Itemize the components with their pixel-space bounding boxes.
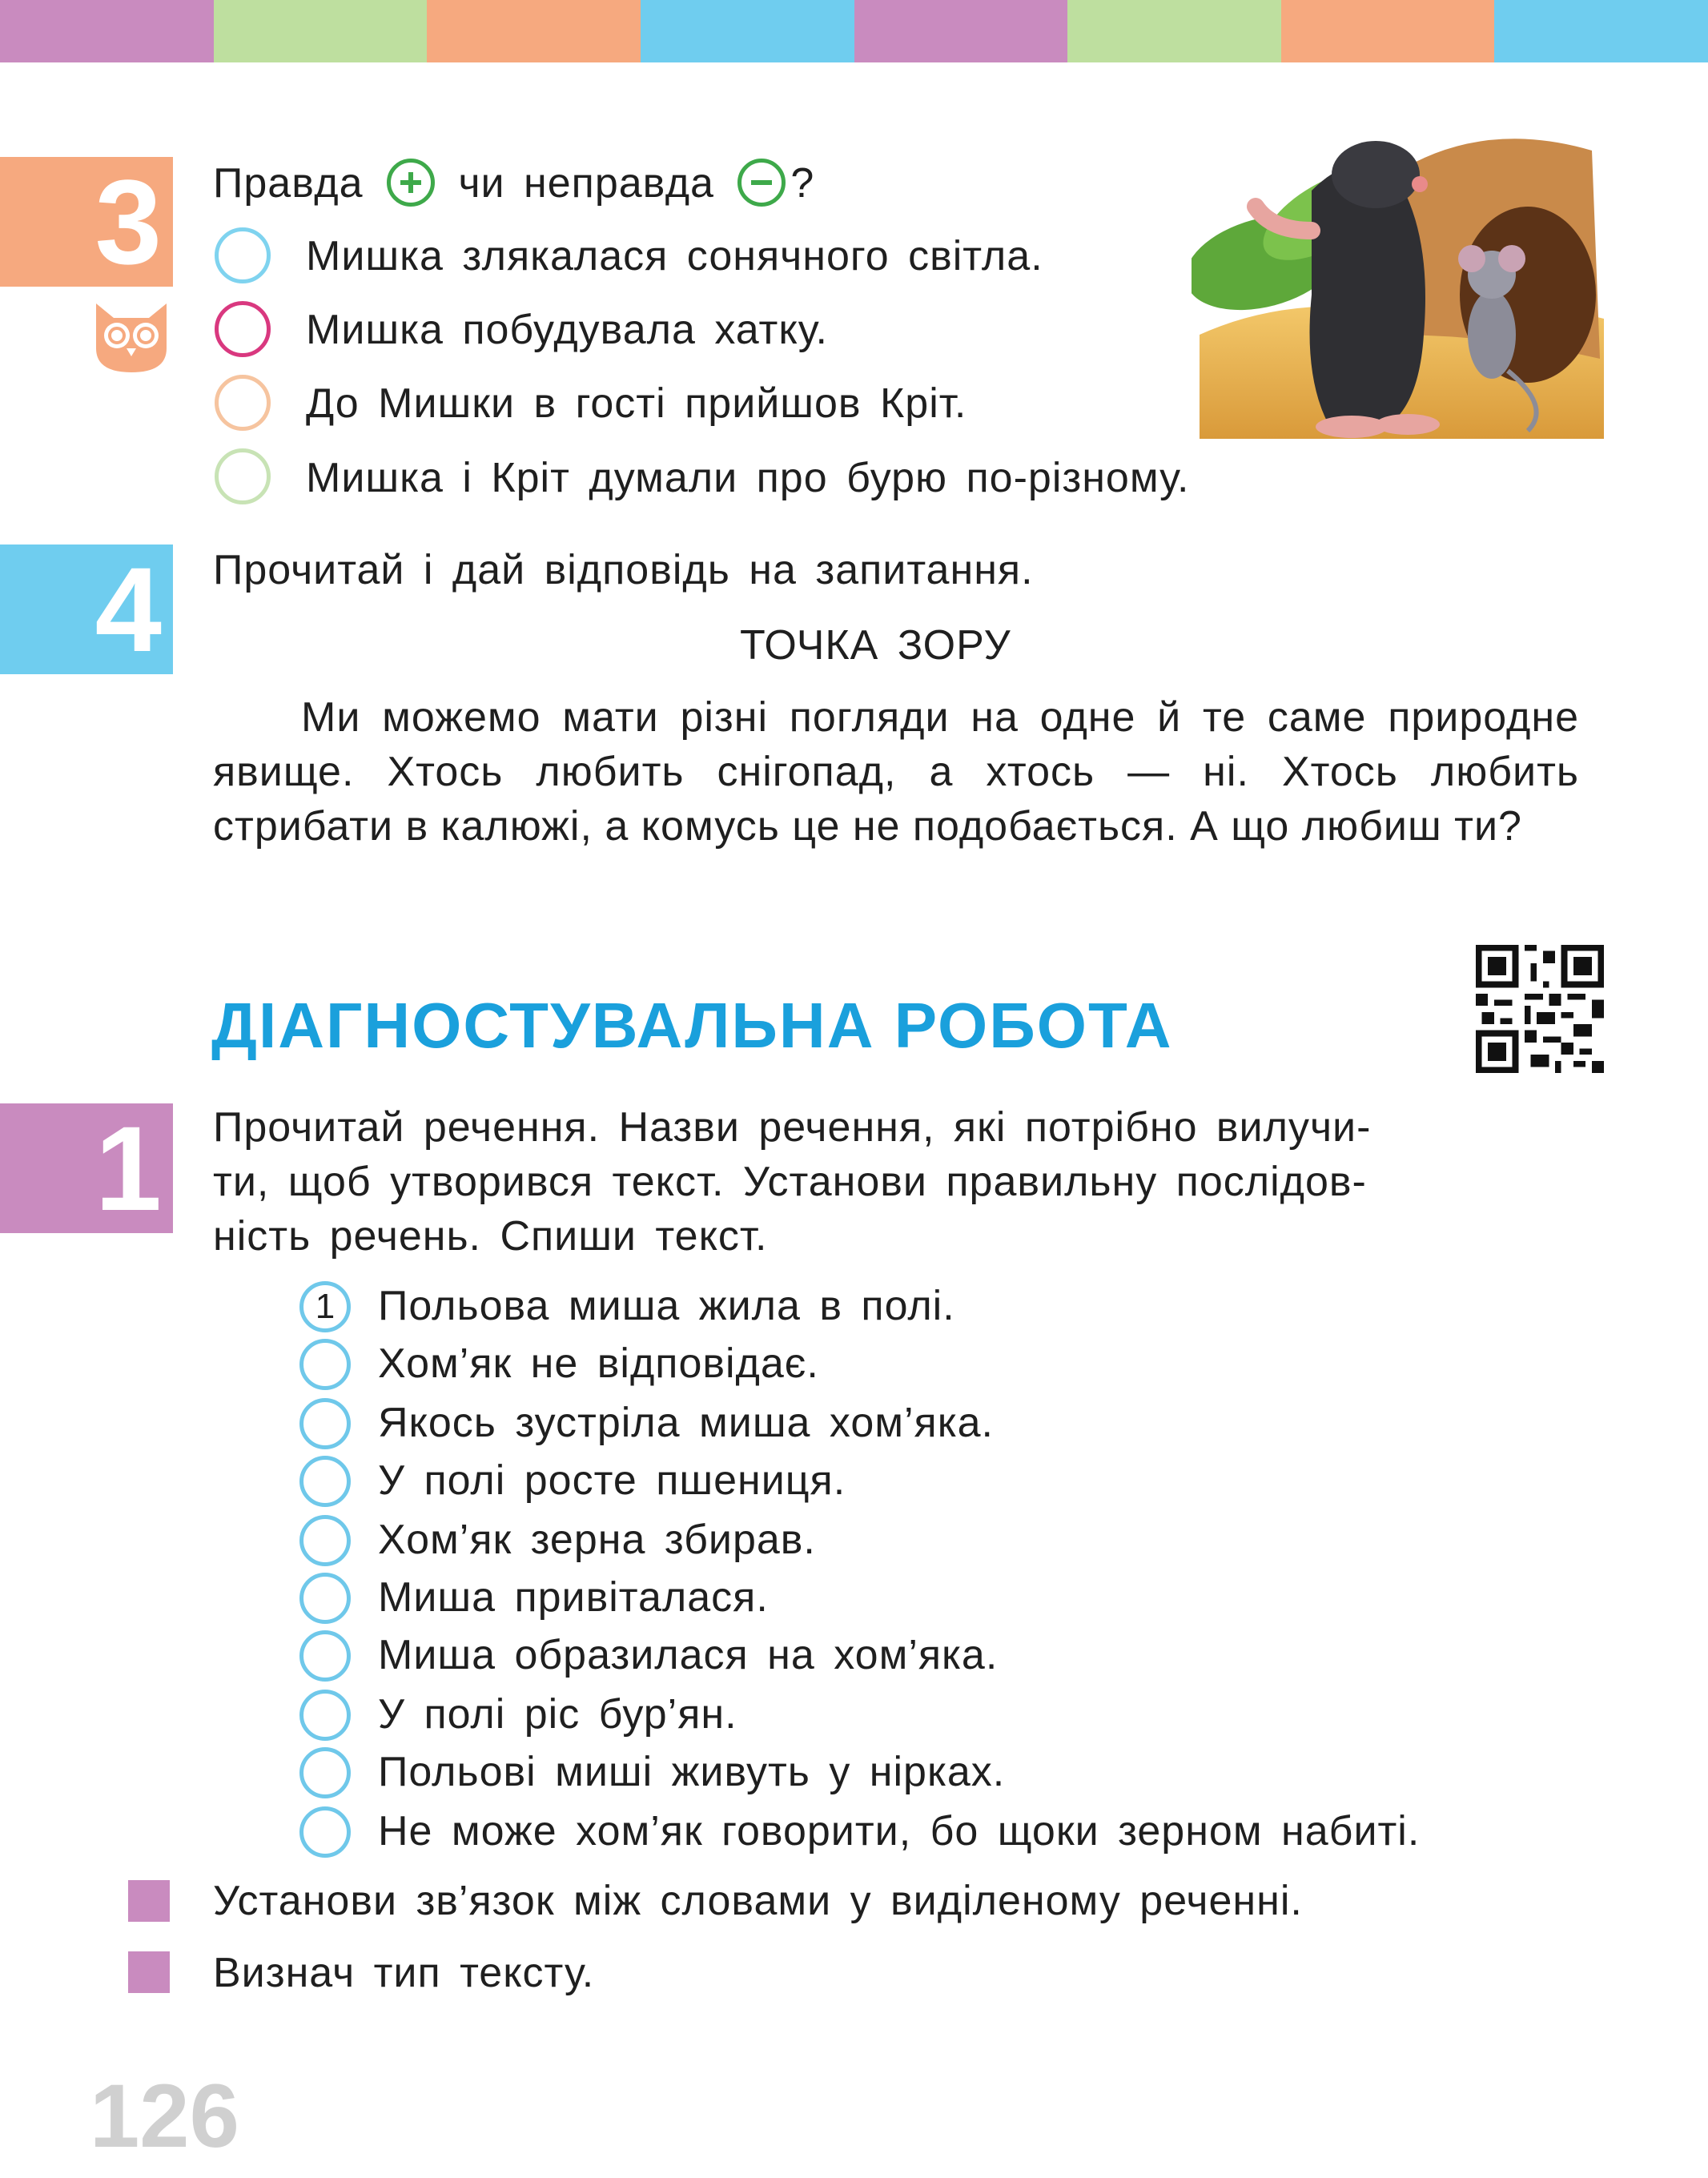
plus-circle-icon xyxy=(387,159,435,207)
task-4-instruction: Прочитай і дай відповідь на запитання. xyxy=(213,547,1034,593)
task-1-badge xyxy=(0,1101,173,1236)
question-mark: ? xyxy=(790,160,815,207)
task-3-number: 3 xyxy=(94,155,162,289)
color-stripe xyxy=(427,0,641,62)
sentence: У полі росте пшениця. xyxy=(378,1457,846,1504)
order-circle[interactable] xyxy=(299,1339,351,1390)
task-1-instruction-line: Прочитай речення. Назви речення, які потрібно вилучи- xyxy=(213,1104,1372,1151)
story-text-block xyxy=(213,690,1579,854)
sentence: У полі ріс бур’ян. xyxy=(378,1691,737,1738)
order-circle[interactable] xyxy=(299,1515,351,1566)
color-stripe xyxy=(641,0,854,62)
task-3-question xyxy=(213,156,814,211)
task-4-number: 4 xyxy=(94,542,162,677)
color-stripe xyxy=(1494,0,1708,62)
sentence: Польові миші живуть у нірках. xyxy=(378,1749,1006,1795)
color-stripe xyxy=(1067,0,1281,62)
owl-icon xyxy=(90,300,173,374)
answer-circle[interactable] xyxy=(215,227,271,283)
sentence: Польова миша жила в полі. xyxy=(378,1283,955,1329)
task-1-instruction-line: ність речень. Спиши текст. xyxy=(213,1213,768,1260)
statement-1: Мишка злякалася сонячного світла. xyxy=(306,233,1043,279)
statement-3: До Мишки в гості прийшов Кріт. xyxy=(306,380,967,427)
qr-code[interactable] xyxy=(1475,945,1605,1073)
question-true-label: Правда xyxy=(213,160,364,207)
page-number: 126 xyxy=(90,2066,239,2166)
order-circle[interactable] xyxy=(299,1690,351,1741)
mole-and-mouse-illustration xyxy=(1192,94,1608,447)
section-heading: ДІАГНОСТУВАЛЬНА РОБОТА xyxy=(211,990,1173,1061)
task-3-badge xyxy=(0,157,173,287)
minus-circle-icon xyxy=(737,159,786,207)
story-title: ТОЧКА ЗОРУ xyxy=(740,622,1011,669)
color-stripe xyxy=(0,0,214,62)
color-stripe xyxy=(214,0,428,62)
color-stripe xyxy=(1281,0,1495,62)
order-circle[interactable] xyxy=(299,1398,351,1449)
answer-circle[interactable] xyxy=(215,375,271,431)
sentence: Миша привіталася. xyxy=(378,1574,769,1621)
story-text: Ми можемо мати різні погляди на одне й те саме природне явище. Хтось любить снігопад, а хтось — ні. Хтось любить стрибати в калюжі, а комусь це не подобається. А що любиш ти? xyxy=(213,694,1579,850)
order-circle[interactable] xyxy=(299,1806,351,1858)
order-circle[interactable]: 1 xyxy=(299,1281,351,1332)
task-1-number: 1 xyxy=(94,1101,162,1236)
order-circle[interactable] xyxy=(299,1456,351,1507)
square-bullet xyxy=(128,1880,170,1922)
square-bullet xyxy=(128,1951,170,1993)
order-circle[interactable] xyxy=(299,1747,351,1798)
answer-circle[interactable] xyxy=(215,448,271,504)
extra-task: Визнач тип тексту. xyxy=(213,1950,595,1996)
sentence: Якось зустріла миша хом’яка. xyxy=(378,1400,994,1446)
top-color-bar xyxy=(0,0,1708,62)
answer-circle[interactable] xyxy=(215,301,271,357)
order-circle[interactable] xyxy=(299,1573,351,1624)
color-stripe xyxy=(854,0,1068,62)
sentence: Не може хом’як говорити, бо щоки зерном набиті. xyxy=(378,1808,1421,1855)
task-1-instruction-line: ти, щоб утворився текст. Установи правильну послідов- xyxy=(213,1159,1367,1205)
statement-4: Мишка і Кріт думали про бурю по-різному. xyxy=(306,455,1190,501)
task-4-badge xyxy=(0,542,173,677)
sentence: Хом’як зерна збирав. xyxy=(378,1517,816,1563)
question-false-label: чи неправда xyxy=(458,160,714,207)
order-circle[interactable] xyxy=(299,1630,351,1682)
statement-2: Мишка побудувала хатку. xyxy=(306,307,828,353)
sentence: Миша образилася на хом’яка. xyxy=(378,1632,999,1678)
extra-task: Установи зв’язок між словами у виділеному реченні. xyxy=(213,1878,1303,1924)
sentence: Хом’як не відповідає. xyxy=(378,1340,819,1387)
